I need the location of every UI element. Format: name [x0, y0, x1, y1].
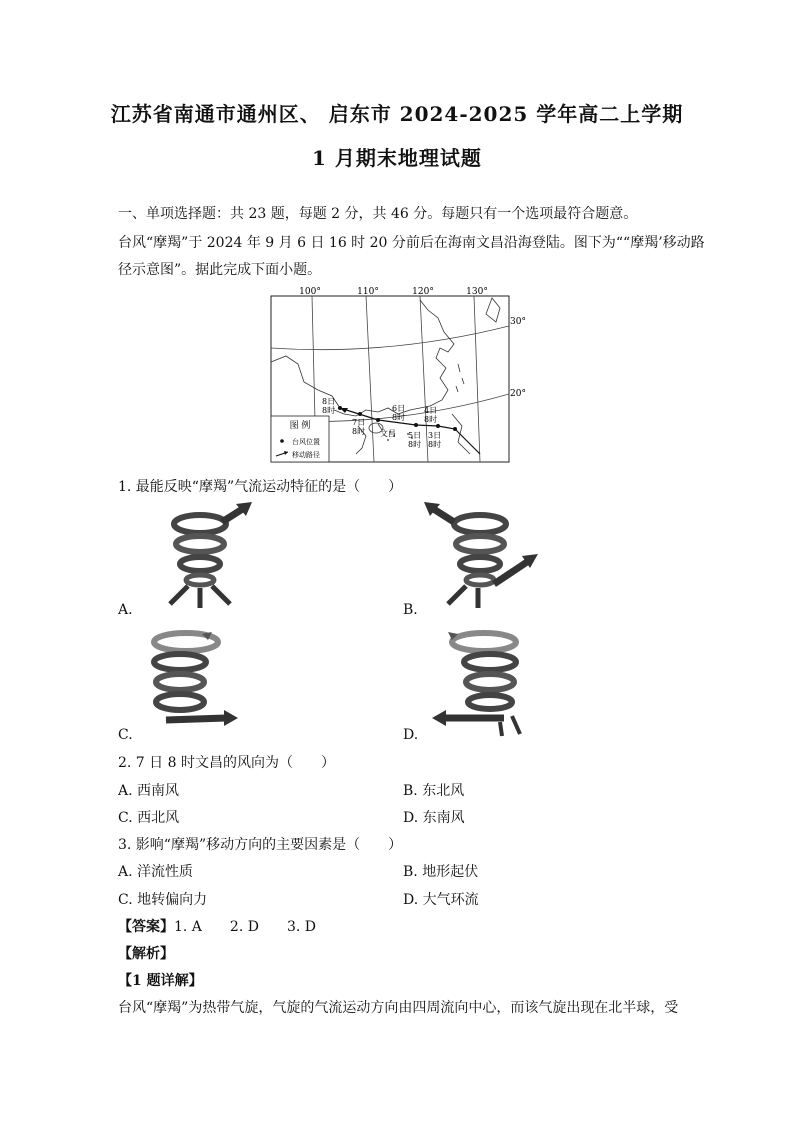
point-time: 8时 [352, 427, 366, 436]
typhoon-track-map [270, 286, 526, 464]
point-date: 6日 [392, 404, 406, 413]
q3-option-c[interactable]: C. 地转偏向力 [118, 892, 208, 908]
page-subtitle: 1 月期末地理试题 [312, 146, 482, 170]
point-date: 5日 [408, 431, 422, 440]
point-time: 8时 [424, 415, 438, 424]
point-date: 7日 [352, 418, 366, 427]
legend-path: 移动路径 [292, 451, 320, 459]
q1-option-c[interactable]: C. [118, 727, 133, 743]
airflow-diagram-b [418, 500, 540, 612]
q2-stem: 2. 7 日 8 时文昌的风向为（ ） [118, 755, 335, 771]
lon-label: 100° [299, 287, 321, 297]
analysis-label: 【解析】 [118, 946, 174, 962]
point-time: 8时 [392, 413, 406, 422]
airflow-diagram-a [148, 500, 258, 612]
point-time: 8时 [322, 406, 336, 415]
intro-line-1: 台风“摩羯”于 2024 年 9 月 6 日 16 时 20 分前后在海南文昌沿海登陆。图下为““摩羯’移动路 [118, 235, 705, 251]
q1-stem: 1. 最能反映“摩羯”气流运动特征的是（ ） [118, 479, 403, 495]
q1-detail-text: 台风“摩羯”为热带气旋，气旋的气流运动方向由四周流向中心，而该气旋出现在北半球，受 [118, 1000, 679, 1016]
legend-title: 图 例 [289, 421, 311, 431]
answer-values: 1. A 2. D 3. D [174, 919, 316, 935]
q1-option-d[interactable]: D. [403, 727, 419, 743]
q3-stem: 3. 影响“摩羯”移动方向的主要因素是（ ） [118, 837, 403, 853]
q1-option-b[interactable]: B. [403, 602, 418, 618]
q3-option-d[interactable]: D. 大气环流 [403, 892, 479, 908]
q2-option-a[interactable]: A. 西南风 [118, 783, 180, 799]
answer-label: 【答案】 [118, 919, 174, 935]
q1-option-a[interactable]: A. [118, 602, 133, 618]
lon-label: 120° [412, 287, 434, 297]
answer-line [118, 916, 316, 936]
point-time: 8时 [408, 440, 422, 449]
intro-line-2: 径示意图”。据此完成下面小题。 [118, 262, 322, 278]
legend-position: 台风位置 [292, 438, 320, 446]
lat-label: 20° [510, 389, 526, 399]
airflow-diagram-c [146, 626, 246, 736]
point-date: 4日 [424, 406, 438, 415]
q1-detail-label: 【1 题详解】 [118, 973, 203, 989]
lat-label: 30° [510, 317, 526, 327]
q2-option-c[interactable]: C. 西北风 [118, 810, 180, 826]
q3-option-b[interactable]: B. 地形起伏 [403, 864, 479, 880]
q2-option-d[interactable]: D. 东南风 [403, 810, 465, 826]
page-title: 江苏省南通市通州区、 启东市 2024-2025 学年高二上学期 [110, 102, 684, 126]
q2-option-b[interactable]: B. 东北风 [403, 783, 465, 799]
point-time: 8时 [428, 440, 442, 449]
point-date: 3日 [428, 431, 442, 440]
q3-option-a[interactable]: A. 洋流性质 [118, 864, 194, 880]
place-label: 文昌 [380, 429, 396, 438]
airflow-diagram-d [424, 626, 524, 738]
section-heading: 一、单项选择题：共 23 题，每题 2 分，共 46 分。每题只有一个选项最符合题意。 [118, 206, 638, 222]
lon-label: 110° [357, 287, 379, 297]
point-date: 8日 [322, 397, 336, 406]
lon-label: 130° [466, 287, 488, 297]
